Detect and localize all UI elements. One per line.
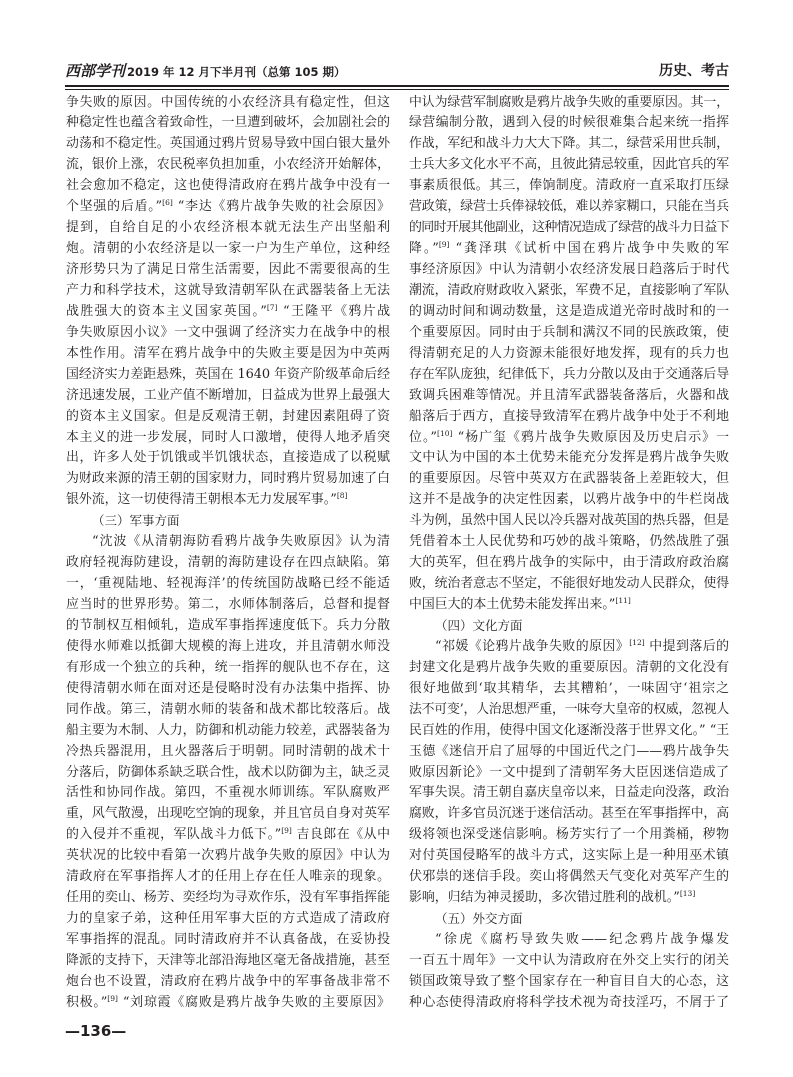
- section-heading: （三）军事方面: [92, 513, 180, 529]
- right-text-column: [409, 93, 729, 1014]
- body-text-line: 的入侵并不重视，军队战斗力低下。”[9] 吉良郎在《从中: [66, 826, 390, 843]
- body-text-line: 对付英国侵略军的战斗方式，这实际上是一种用巫术镇: [409, 848, 729, 864]
- body-text-line: 船落后于西方，直接导致清军在鸦片战争中处于不利地: [409, 408, 729, 424]
- section-heading: （四）文化方面: [435, 617, 523, 633]
- section-heading: （五）外交方面: [435, 911, 523, 927]
- citation-mark: [11]: [615, 596, 631, 605]
- body-text-line: 船主要为木制、人力，防御和机动能力较差，武器装备为: [66, 722, 390, 738]
- body-text-line: 种心态使得清政府将科学技术视为奇技淫巧，不屑于了: [409, 994, 729, 1010]
- body-text-line: 败，统治者意志不坚定，不能很好地发动人民群众，使得: [409, 576, 729, 592]
- body-text-line: 提到，自给自足的小农经济根本就无法生产出坚船利: [66, 220, 390, 236]
- body-text-line: 清政府在军事指挥人才的任用上存在任人唯亲的现象。: [66, 869, 390, 885]
- body-text-line: 个重要原因。同时由于兵制和满汉不同的民族政策，使: [409, 324, 729, 340]
- body-text-line: 降派的支持下，天津等北部沿海地区毫无备战措施，甚至: [66, 952, 390, 968]
- body-text-line: 事素质很低。其三，俸饷制度。清政府一直采取打压绿: [409, 178, 729, 194]
- body-text-line: 事经济原因》中认为清朝小农经济发展日趋落后于时代: [409, 262, 729, 277]
- body-text-line: 济迅速发展，工业产值不断增加，日益成为世界上最强大: [66, 387, 390, 403]
- body-text-line: 个坚强的后盾。”[6] “李达《鸦片战争失败的社会原因》: [66, 198, 391, 215]
- body-text-line: 大的英军，但在鸦片战争的实际中，由于清政府政治腐: [409, 555, 729, 571]
- citation-mark: [12]: [629, 637, 645, 647]
- body-text-line: 军事失误。清王朝自嘉庆皇帝以来，日益走向没落，政治: [409, 785, 729, 801]
- header-rule-thin: [65, 89, 729, 90]
- body-text-line: 降。”[9] “龚泽琪《试析中国在鸦片战争中失败的军: [409, 240, 730, 257]
- body-text-line: “沈波《从清朝海防看鸦片战争失败原因》认为清: [92, 534, 390, 550]
- body-text-line: 文中认为中国的本土优势未能充分发挥是鸦片战争失败: [409, 450, 729, 466]
- citation-mark: [9]: [438, 240, 450, 250]
- page-number: —136—: [65, 1022, 127, 1040]
- citation-mark: [8]: [336, 491, 348, 501]
- body-text-line: 中认为绿营军制腐败是鸦片战争失败的重要原因。其一，: [409, 94, 729, 110]
- body-text-line: 炮台也不设置，清政府在鸦片战争中的军事备战非常不: [66, 973, 390, 989]
- body-text-line: 一百五十周年》一文中认为清政府在外交上实行的闭关: [409, 952, 729, 968]
- body-text-line: 使得清朝水师在面对还是侵略时没有办法集中指挥、协: [66, 680, 390, 696]
- body-text-line: 民百姓的作用，使得中国文化逐渐没落于世界文化。” “王: [409, 722, 730, 738]
- body-text-line: 动荡和不稳定性。英国通过鸦片贸易导致中国白银大量外: [66, 136, 390, 152]
- running-header: [65, 61, 729, 85]
- body-text-line: 任用的奕山、杨芳、奕经均为寻欢作乐，没有军事指挥能: [66, 890, 390, 906]
- body-text-line: 位。”[10] “杨广玺《鸦片战争失败原因及历史启示》一: [409, 428, 730, 445]
- body-text-line: 中国巨大的本土优势未能发挥出来。”[11]: [409, 596, 631, 612]
- body-text-line: 本性作用。清军在鸦片战争中的失败主要是因为中英两: [66, 345, 390, 361]
- citation-mark: [7]: [266, 302, 278, 312]
- issue-info: 2019 年 12 月下半月刊（总第 105 期）: [127, 65, 346, 79]
- header-rule-thick: [65, 85, 729, 87]
- body-text-line: 伏邪祟的迷信手段。奕山将偶然天气变化对英军产生的: [409, 869, 729, 885]
- body-text-line: 的同时开展其他副业，这种情况造成了绿营的战斗力日益下: [409, 220, 729, 236]
- citation-mark: [13]: [679, 889, 696, 899]
- body-text-line: 潮流，清政府财政收入紧张，军费不足，直接影响了军队: [409, 282, 729, 298]
- section-title: 历史、考古: [659, 63, 729, 79]
- body-text-line: 冷热兵器混用，且火器落后于明朝。同时清朝的战术十: [66, 743, 390, 759]
- body-text-line: 的节制权互相倾轧，造成军事指挥速度低下。兵力分散: [66, 617, 390, 633]
- body-text-line: 为财政来源的清王朝的国家财力，同时鸦片贸易加速了白: [66, 471, 390, 487]
- body-text-line: 凭借着本土人民优势和巧妙的战斗策略，仍然战胜了强: [409, 534, 729, 550]
- body-text-line: 政府轻视海防建设，清朝的海防建设存在四点缺陷。第: [66, 555, 390, 571]
- body-text-line: 影响，归结为神灵援助，多次错过胜利的战机。”[13]: [409, 889, 696, 906]
- body-text-line: 法不可变’，人治思想严重，一味夸大皇帝的权威，忽视人: [409, 701, 729, 717]
- body-text-line: 绿营编制分散，遇到入侵的时候很难集合起来统一指挥: [409, 115, 729, 131]
- body-text-line: 腐败，许多官员沉迷于迷信活动。甚至在军事指挥中，高: [409, 806, 729, 822]
- body-text-line: 活性和协同作战。第四，不重视水师训练。军队腐败严: [66, 785, 390, 801]
- body-text-line: 士兵大多文化水平不高，且彼此猜忌较重，因此官兵的军: [409, 157, 729, 173]
- citation-mark: [9]: [107, 993, 118, 1003]
- body-text-line: 重，风气散漫，出现吃空饷的现象，并且官员自身对英军: [66, 806, 390, 822]
- body-text-line: 争失败的原因。中国传统的小农经济具有稳定性，但这: [66, 94, 390, 110]
- body-text-line: 使得水师难以抵御大规模的海上进攻，并且清朝水师没: [66, 638, 390, 654]
- body-text-line: 玉德《迷信开启了屈辱的中国近代之门——鸦片战争失: [409, 743, 729, 759]
- body-text-line: 流，银价上涨，农民税率负担加重，小农经济开始解体，: [66, 157, 390, 173]
- citation-mark: [6]: [162, 198, 173, 208]
- body-text-line: 出，许多人处于饥饿或半饥饿状态，直接造成了以税赋: [66, 450, 390, 466]
- body-text-line: “徐虎《腐朽导致失败——纪念鸦片战争爆发: [435, 932, 729, 947]
- body-text-line: 分落后，防御体系缺乏联合性，战术以防御为主，缺乏灵: [66, 764, 390, 780]
- body-text-line: 济形势只为了满足日常生活需要，因此不需要很高的生: [66, 262, 390, 277]
- body-text-line: 致调兵困难等情况。并且清军武器装备落后，火器和战: [409, 387, 729, 403]
- body-text-line: 很好地做到‘取其精华，去其糟粕’，一味固守‘祖宗之: [409, 680, 729, 696]
- body-text-line: 级将领也深受迷信影响。杨芳实行了一个用粪桶，秽物: [409, 827, 729, 843]
- citation-mark: [10]: [437, 428, 453, 438]
- body-text-line: 斗为例，虽然中国人民以冷兵器对战英国的热兵器，但是: [409, 513, 729, 529]
- body-text-line: 英状况的比较中看第一次鸦片战争失败的原因》中认为: [66, 848, 390, 864]
- left-text-column: [66, 93, 390, 1014]
- body-text-line: 产力和科学技术，这就导致清朝军队在武器装备上无法: [66, 282, 390, 298]
- body-text-line: 社会愈加不稳定，这也使得清政府在鸦片战争中没有一: [66, 178, 390, 194]
- body-text-line: 同作战。第三，清朝水师的装备和战术都比较落后。战: [66, 701, 390, 717]
- body-text-line: 败原因新论》一文中提到了清朝军务大臣因迷信造成了: [409, 764, 729, 780]
- journal-logo: 西部学刊: [65, 62, 126, 80]
- body-text-line: 军事指挥的混乱。同时清政府并不认真备战，在妥协投: [66, 932, 390, 947]
- body-text-line: 本主义的进一步发展，同时人口激增，使得人地矛盾突: [66, 429, 390, 445]
- body-text-line: 争失败原因小议》一文中强调了经济实力在战争中的根: [66, 324, 390, 340]
- body-text-line: 种稳定性也蕴含着致命性，一旦遭到破坏，会加剧社会的: [66, 115, 390, 131]
- body-text-line: 力的皇家子弟，这种任用军事大臣的方式造成了清政府: [66, 911, 390, 927]
- body-text-line: 国经济实力差距悬殊，英国在 1640 年资产阶级革命后经: [66, 366, 390, 382]
- body-text-line: 封建文化是鸦片战争失败的重要原因。清朝的文化没有: [409, 659, 729, 675]
- body-text-line: 锁国政策导致了整个国家存在一种盲目自大的心态，这: [409, 973, 729, 989]
- body-text-line: 的重要原因。尽管中英双方在武器装备上差距较大，但: [409, 471, 729, 487]
- citation-mark: [9]: [281, 826, 292, 836]
- body-text-line: 营政策，绿营士兵俸禄较低，难以养家糊口，只能在当兵: [409, 199, 729, 215]
- body-text-line: 的资本主义国家。但是反观清王朝，封建因素阻碍了资: [66, 408, 390, 424]
- body-text-line: 银外流，这一切使得清王朝根本无力发展军事。”[8]: [66, 491, 348, 508]
- body-text-line: 这并不是战争的决定性因素，以鸦片战争中的牛栏岗战: [409, 492, 729, 508]
- body-text-line: 应当时的世界形势。第二，水师体制落后，总督和提督: [66, 597, 390, 612]
- body-text-line: 作战，军纪和战斗力大大下降。其二，绿营采用世兵制，: [409, 136, 729, 152]
- body-text-line: 一，‘重视陆地、轻视海洋’的传统国防战略已经不能适: [66, 576, 390, 592]
- body-text-line: 有形成一个独立的兵种，统一指挥的舰队也不存在，这: [66, 659, 390, 675]
- body-text-line: 的调动时间和调动数量，这是造成道光帝时战时和的一: [409, 303, 729, 319]
- body-text-line: “祁媛《论鸦片战争失败的原因》[12] 中提到落后的: [435, 637, 729, 654]
- body-text-line: 战胜强大的资本主义国家英国。”[7] “王隆平《鸦片战: [66, 302, 391, 319]
- body-text-line: 存在军队庞独，纪律低下，兵力分散以及由于交通落后导: [409, 366, 729, 382]
- body-text-line: 得清朝充足的人力资源未能很好地发挥，现有的兵力也: [409, 345, 729, 361]
- body-text-line: 炮。清朝的小农经济是以一家一户为生产单位，这种经: [66, 241, 390, 257]
- body-text-line: 积极。”[9] “刘琼霞《腐败是鸦片战争失败的主要原因》: [66, 993, 391, 1010]
